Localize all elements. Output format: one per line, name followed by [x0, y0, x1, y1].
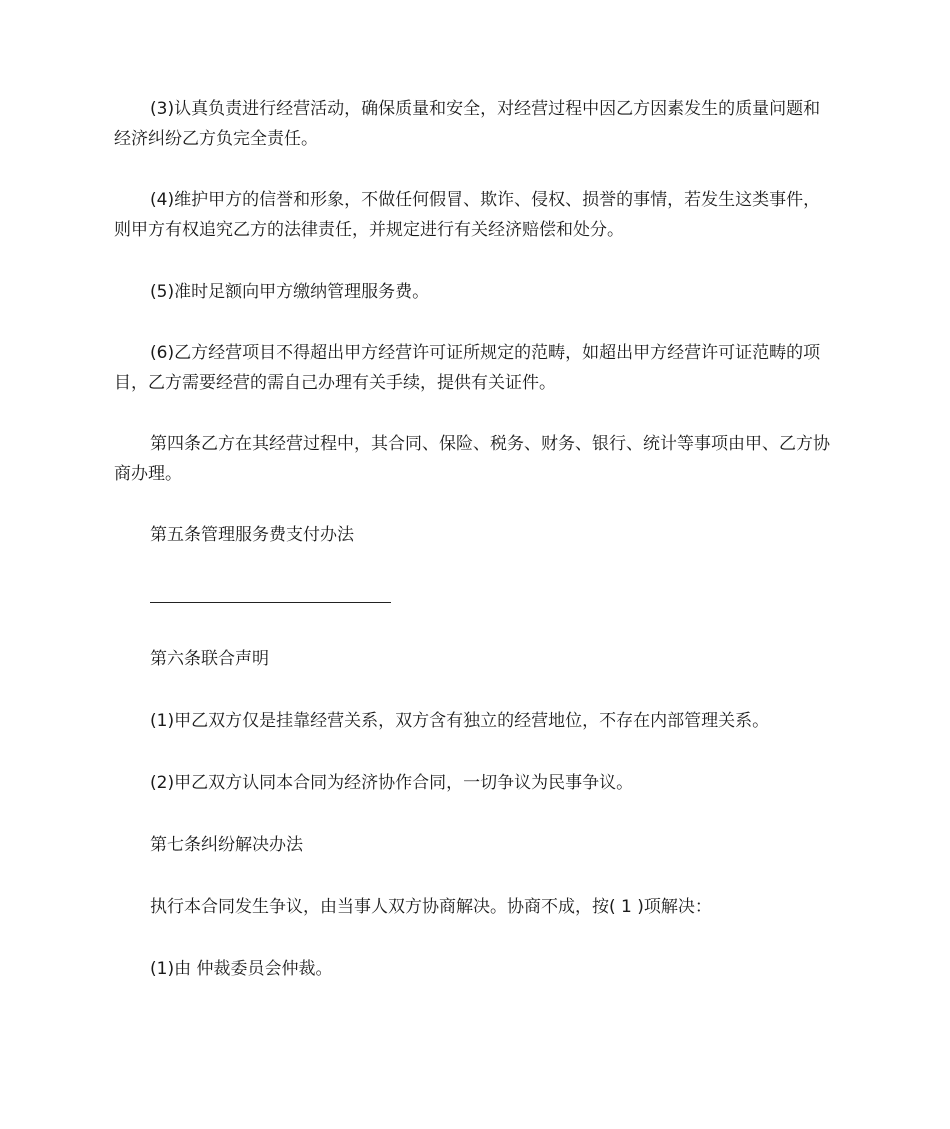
paragraph-item-3: (3)认真负责进行经营活动，确保质量和安全，对经营过程中因乙方因素发生的质量问题和经济纠纷乙方负完全责任。 [114, 99, 821, 149]
heading-article-6: 第六条联合声明 [150, 649, 269, 669]
fill-in-blank-line [150, 602, 391, 603]
paragraph-item-6: (6)乙方经营项目不得超出甲方经营许可证所规定的范畴，如超出甲方经营许可证范畴的项目，乙方需要经营的需自己办理有关手续，提供有关证件。 [114, 343, 821, 393]
paragraph-item-5: (5)准时足额向甲方缴纳管理服务费。 [150, 282, 430, 302]
paragraph-declaration-2: (2)甲乙双方认同本合同为经济协作合同，一切争议为民事争议。 [150, 773, 634, 793]
heading-article-7: 第七条纠纷解决办法 [150, 835, 303, 855]
paragraph-declaration-1: (1)甲乙双方仅是挂靠经营关系，双方含有独立的经营地位，不存在内部管理关系。 [150, 711, 770, 731]
paragraph-item-4: (4)维护甲方的信誉和形象，不做任何假冒、欺诈、侵权、损誉的事情，若发生这类事件，则甲方有权追究乙方的法律责任，并规定进行有关经济赔偿和处分。 [114, 190, 821, 240]
paragraph-dispute-resolution: 执行本合同发生争议，由当事人双方协商解决。协商不成，按( 1 )项解决： [150, 897, 712, 917]
paragraph-arbitration-1: (1)由 仲裁委员会仲裁。 [150, 959, 333, 979]
paragraph-article-4: 第四条乙方在其经营过程中，其合同、保险、税务、财务、银行、统计等事项由甲、乙方协商办理。 [114, 434, 830, 484]
heading-article-5: 第五条管理服务费支付办法 [150, 525, 354, 545]
